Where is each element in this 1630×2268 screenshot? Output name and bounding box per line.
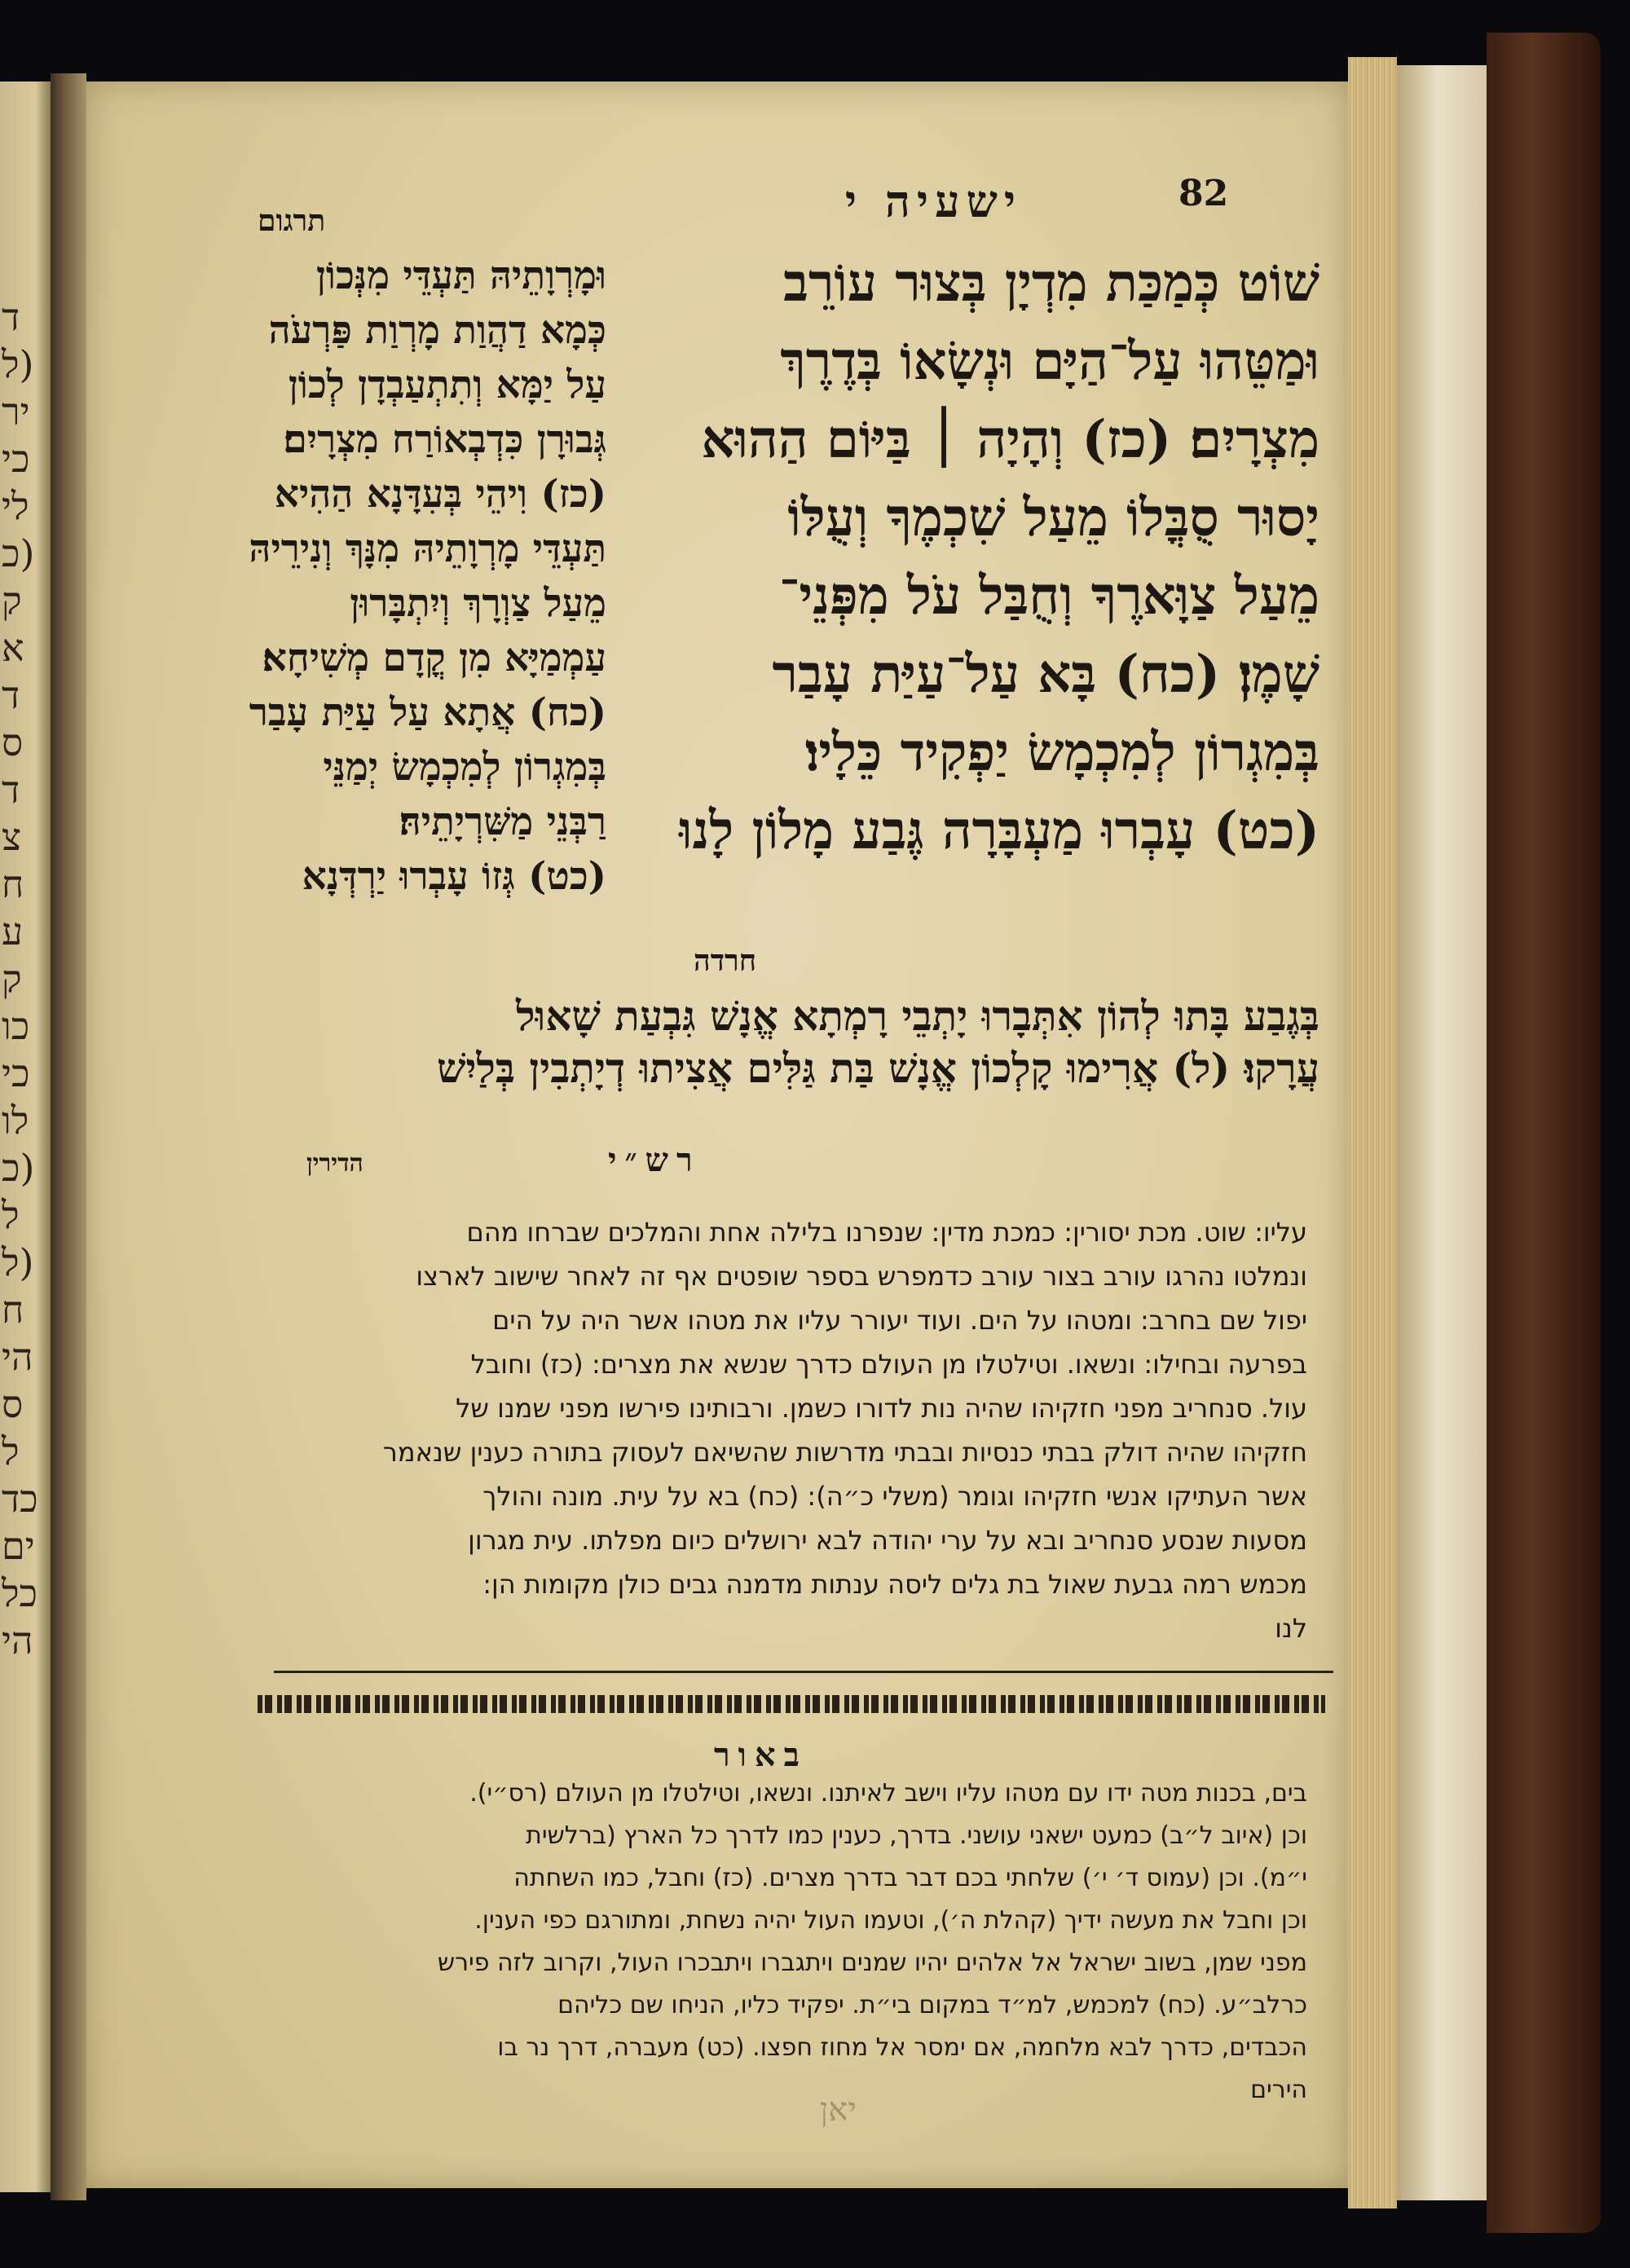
left-page-glyph: הי xyxy=(2,1618,33,1662)
beur-line: י״מ). וכן (עמוס ד׳ י׳) שלחתי בכם דבר בדרך מצרים. (כז) וחבל, כמו השחתה xyxy=(513,1864,1307,1892)
page-number: 82 xyxy=(1178,173,1229,214)
left-page-glyph: ד xyxy=(2,673,20,717)
left-page-glyph: (ל xyxy=(2,342,34,386)
left-page-glyph: ס xyxy=(2,1382,24,1426)
left-page-glyph: כל xyxy=(2,1571,38,1615)
scripture-line: מִצְרָיִם׃ (כז) וְהָיָה ׀ בַּיּוֹם הַהוּא xyxy=(701,409,1319,470)
rashi-line: אשר העתיקו אנשי חזקיהו וגומר (משלי כ״ה): (כח) בא על עית. מונה והולך xyxy=(482,1481,1307,1512)
rashi-heading: רש״י xyxy=(608,1141,701,1179)
left-page-glyph: כו xyxy=(2,1004,30,1048)
left-page-glyph: כי xyxy=(2,437,30,481)
targum-line: רַבְּנֵי מַשִּׁרְיָתֵיהּ׃ xyxy=(399,799,606,844)
page-block xyxy=(1397,65,1487,2200)
beur-line: וכן (איוב ל״ב) כמעט ישאני עושני. בדרך, כענין כמו לדרך כל הארץ (ברלשית xyxy=(526,1821,1307,1850)
beur-line: וכן וחבל את מעשה ידיך (קהלת ה׳), וטעמו העול יהיה נשחת, ומתורגם כפי הענין. xyxy=(474,1906,1307,1935)
left-page-glyph: (ל xyxy=(2,1240,34,1284)
page-edges xyxy=(1348,57,1397,2209)
rashi-line: עליו: שוט. מכת יסורין: כמכת מדין: שנפרנו בלילה אחת והמלכים שברחו מהם xyxy=(466,1217,1307,1248)
left-page-glyph: צ xyxy=(2,815,22,859)
catchword-label: חרדה xyxy=(694,944,757,978)
beur-heading: באור xyxy=(714,1736,808,1774)
verse-line: בְּגֶבַע בָּתוּ לְהוֹן אִתְּבָרוּ יָתְבֵי רָמְתָא אֱנָשׁ גִּבְעַת שָׁאוּל xyxy=(516,992,1319,1040)
scripture-line: בְּמִגְרוֹן לְמִכְמָשׂ יַפְקִיד כֵּלָיו׃ xyxy=(804,722,1319,783)
rashi-side-label: הדירין xyxy=(306,1149,363,1178)
beur-line: בים, בכנות מטה ידו עם מטהו עליו וישב לאיתנו. ונשאו, וטילטלו מן העולם (רס״י). xyxy=(469,1779,1307,1808)
rashi-line: עול. סנחריב מפני חזקיהו שהיה נות לדורו כשמן. ורבותינו פירשו מפני שמנו של xyxy=(456,1393,1307,1424)
beur-line: הירים xyxy=(1250,2076,1307,2104)
targum-line: גְּבוּרָן כִּדְבְאוֹרַח מִצְרָיִם׃ xyxy=(283,417,606,462)
targum-line: בְּמִגְרוֹן לְמִכְמָשׂ יְמַנֵּי xyxy=(323,745,606,790)
left-page-glyph: א xyxy=(2,626,24,670)
book-cover xyxy=(1487,33,1601,2233)
left-page-glyph: יר xyxy=(2,390,30,434)
targum-line: (כט) גְּזוֹ עָבְרוּ יַרְדְּנָא xyxy=(302,854,606,899)
scripture-column xyxy=(602,244,1319,870)
verse-line: עֲרָקוּ׃ (ל) אֲרִימוּ קָלְכוֹן אֱנָשׁ בַּת גַּלִּים אֲצִיתוּ דְיָתְבִין בְּלַיִשׁ xyxy=(437,1044,1319,1092)
bleed-through-text: יאן xyxy=(820,2091,857,2129)
rashi-line: חזקיהו שהיה דולק בבתי כנסיות ובבתי מדרשות שהשיאם לעסוק בתורה כענין שנאמר xyxy=(382,1437,1307,1468)
scripture-line: וּמַטֵּהוּ עַל־הַיָּם וּנְשָׂאוֹ בְּדֶרֶךְ xyxy=(780,331,1319,392)
ornamental-divider xyxy=(258,1695,1325,1713)
scripture-line: יָסוּר סֻבֳּלוֹ מֵעַל שִׁכְמֶךָ וְעֻלּוֹ xyxy=(787,487,1319,548)
left-page-glyph: הי xyxy=(2,1335,33,1379)
left-page-edge xyxy=(0,81,51,2192)
left-page-glyph: ים xyxy=(2,1524,35,1568)
scripture-line: מֵעַל צַוָּארֶךָ וְחֻבַּל עֹל מִפְּנֵי־ xyxy=(778,566,1319,627)
rashi-line: מכמש רמה גבעת שאול בת גלים ליסה ענתות מדמנה גבים כולן מקומות הן: xyxy=(482,1569,1307,1600)
rashi-line: יפול שם בחרב: ומטהו על הים. ועוד יעורר עליו את מטהו אשר היה על הים xyxy=(492,1305,1307,1336)
left-page-glyph: ד xyxy=(2,768,20,812)
left-page-glyph: ק xyxy=(2,957,22,1001)
targum-line: (כח) אֲתָא עַל עַיַּת עָבַר xyxy=(249,690,606,735)
targum-line: (כז) וִיהֵי בְּעִדָּנָא הַהִיא xyxy=(274,472,606,517)
left-page-glyph: ח xyxy=(2,1288,24,1332)
left-page-glyph: ס xyxy=(2,720,24,764)
rashi-line: מסעות שנסע סנחריב ובא על ערי יהודה לבא ירושלים כיום מפלתו. עית מגרון xyxy=(468,1525,1307,1556)
targum-line: וּמָרְוָתֵיהּ תַּעְדֵּי מִנְּכוֹן xyxy=(315,253,606,298)
book-title: ישעיה י xyxy=(844,175,1022,227)
left-page-glyph: ח xyxy=(2,862,24,906)
targum-line: כְּמָא דַהֲוַת מָרְוַת פַּרְעֹה xyxy=(268,308,606,353)
left-page-text xyxy=(2,293,47,1664)
divider-rule xyxy=(274,1671,1333,1673)
rashi-line: לנו xyxy=(1275,1613,1307,1644)
left-page-glyph: ל xyxy=(2,1429,20,1473)
book-gutter xyxy=(51,73,86,2200)
rashi-line: בפרעה ובחילו: ונשאו. וטילטלו מן העולם כדרך שנשא את מצרים: (כז) וחובל xyxy=(470,1349,1307,1380)
left-page-glyph: כי xyxy=(2,1051,30,1095)
targum-column xyxy=(117,249,606,904)
left-page-glyph: לי xyxy=(2,484,29,528)
left-page-glyph: (כ xyxy=(2,531,35,575)
targum-line: עַל יַמָּא וְתִתְעַבְדָן לְכוֹן xyxy=(288,363,606,407)
left-page-glyph: ע xyxy=(2,909,24,953)
beur-commentary xyxy=(109,1773,1307,2112)
targum-header: תרגום xyxy=(258,204,326,238)
scripture-line: (כט) עָבְרוּ מַעְבָּרָה גֶּבַע מָלוֹן לָנוּ xyxy=(679,800,1319,861)
left-page-glyph: (כ xyxy=(2,1146,35,1190)
scripture-line: שׁוֹט כְּמַכַּת מִדְיָן בְּצוּר עוֹרֵב xyxy=(783,253,1319,314)
left-page-glyph: ק xyxy=(2,579,22,623)
targum-line: תַּעְדֵּי מָרְוָתֵיהּ מִנָּךְ וְנִירֵיהּ xyxy=(249,526,606,571)
targum-line: מֵעַל צַוְרָךְ וְיִתְבָּרוּן xyxy=(350,581,606,626)
full-width-verses xyxy=(113,990,1319,1094)
beur-line: כרלב״ע. (כח) למכמש, למ״ד במקום בי״ת. יפקיד כליו, הניחו שם כליהם xyxy=(557,1991,1307,2019)
left-page-glyph: כד xyxy=(2,1477,38,1521)
rashi-line: ונמלטו נהרגו עורב בצור עורב כדמפרש בספר שופטים אף זה לאחר שישוב לארצו xyxy=(416,1261,1307,1292)
rashi-commentary xyxy=(117,1210,1307,1650)
left-page-glyph: לו xyxy=(2,1099,29,1143)
scripture-line: שָׁמֶן׃ (כח) בָּא עַל־עַיַּת עָבַר xyxy=(772,644,1319,705)
beur-line: הכבדים, כדרך לבא מלחמה, אם ימסר אל מחוז חפצו. (כט) מעברה, דרך נר בו xyxy=(497,2033,1307,2062)
beur-line: מפני שמן, בשוב ישראל אל אלהים יהיו שמנים ויתגברו ויתבכרו העול, וקרוב לזה פירש xyxy=(437,1949,1307,1977)
targum-line: עַמְמַיָּא מִן קֳדָם מְשִׁיחָא׃ xyxy=(262,636,606,680)
left-page-glyph: ל xyxy=(2,1193,20,1237)
left-page-glyph: ד xyxy=(2,295,20,339)
book-page xyxy=(86,81,1348,2188)
